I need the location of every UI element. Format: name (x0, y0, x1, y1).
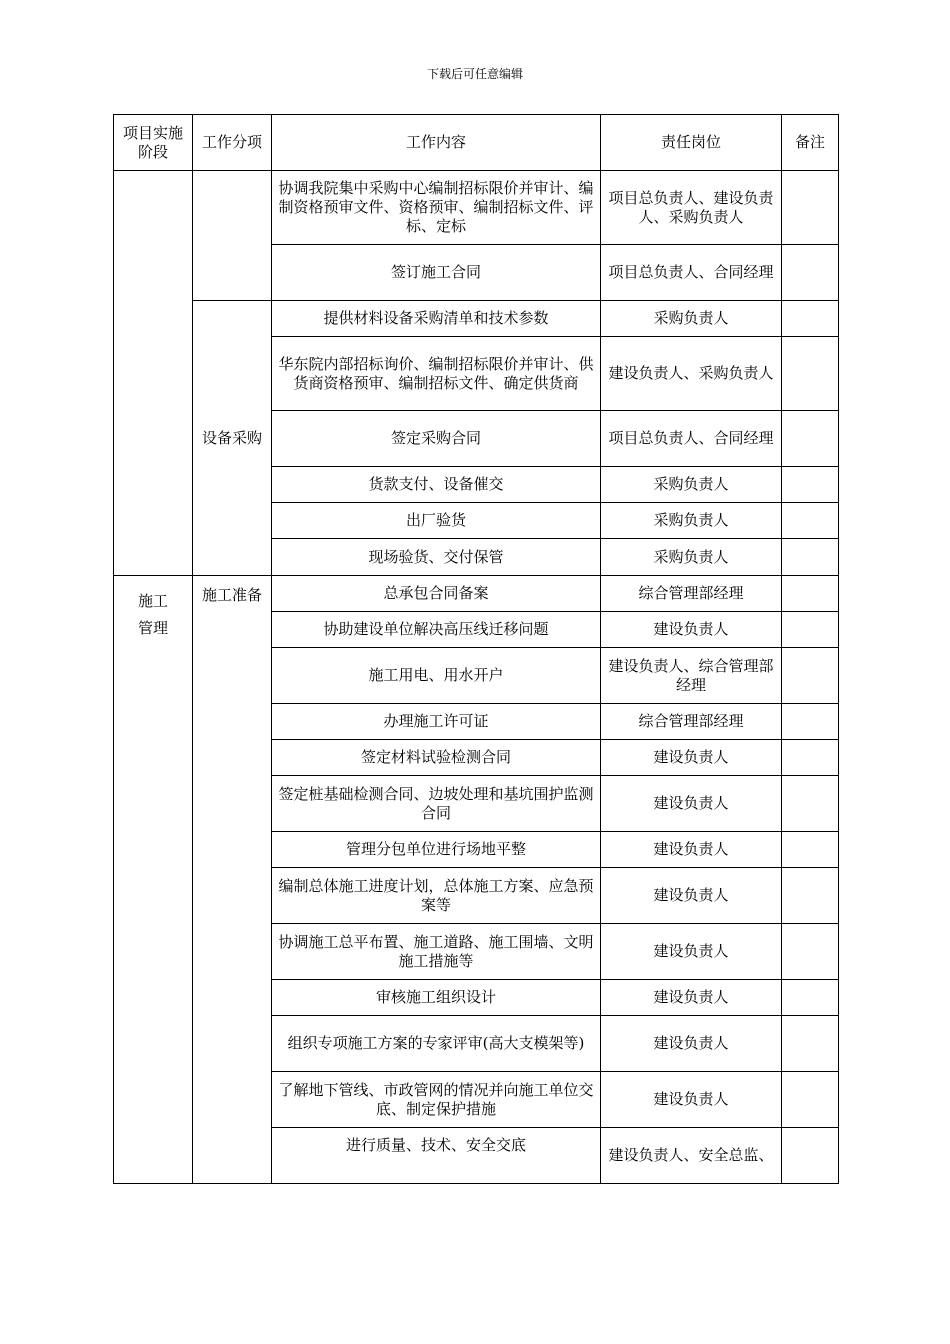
note-cell (782, 576, 839, 612)
content-cell: 了解地下管线、市政管网的情况并向施工单位交底、制定保护措施 (272, 1072, 601, 1128)
role-cell: 建设负责人 (601, 924, 782, 980)
role-cell: 建设负责人 (601, 1016, 782, 1072)
content-cell: 现场验货、交付保管 (272, 539, 601, 576)
note-cell (782, 1128, 839, 1184)
content-cell: 签订施工合同 (272, 245, 601, 301)
table-row (114, 171, 839, 245)
content-cell: 总承包合同备案 (272, 576, 601, 612)
column-header-role: 责任岗位 (601, 115, 782, 171)
note-cell (782, 1072, 839, 1128)
content-cell: 签定采购合同 (272, 411, 601, 467)
column-header-content: 工作内容 (272, 115, 601, 171)
note-cell (782, 503, 839, 539)
note-cell (782, 411, 839, 467)
content-cell: 编制总体施工进度计划，总体施工方案、应急预案等 (272, 868, 601, 924)
note-cell (782, 704, 839, 740)
content-cell: 管理分包单位进行场地平整 (272, 832, 601, 868)
role-cell: 采购负责人 (601, 301, 782, 337)
table-row (114, 576, 839, 612)
role-cell: 建设负责人 (601, 868, 782, 924)
note-cell (782, 832, 839, 868)
note-cell (782, 337, 839, 411)
role-cell: 建设负责人、综合管理部经理 (601, 648, 782, 704)
role-cell: 建设负责人 (601, 776, 782, 832)
table-row (114, 301, 839, 337)
content-cell: 组织专项施工方案的专家评审(高大支模架等) (272, 1016, 601, 1072)
content-cell: 出厂验货 (272, 503, 601, 539)
role-cell: 综合管理部经理 (601, 704, 782, 740)
note-cell (782, 301, 839, 337)
stage-cell-blank (114, 171, 193, 576)
category-cell-prep: 施工准备 (193, 576, 272, 1184)
note-cell (782, 980, 839, 1016)
column-header-category: 工作分项 (193, 115, 272, 171)
content-cell: 协助建设单位解决高压线迁移问题 (272, 612, 601, 648)
role-cell: 建设负责人 (601, 980, 782, 1016)
note-cell (782, 924, 839, 980)
role-cell: 项目总负责人、合同经理 (601, 411, 782, 467)
role-cell: 建设负责人 (601, 612, 782, 648)
note-cell (782, 648, 839, 704)
content-cell: 进行质量、技术、安全交底 (272, 1128, 601, 1184)
role-cell: 项目总负责人、建设负责人、采购负责人 (601, 171, 782, 245)
content-cell: 华东院内部招标询价、编制招标限价并审计、供货商资格预审、编制招标文件、确定供货商 (272, 337, 601, 411)
role-cell: 采购负责人 (601, 467, 782, 503)
role-cell: 建设负责人 (601, 740, 782, 776)
role-cell: 项目总负责人、合同经理 (601, 245, 782, 301)
page-header: 下载后可任意编辑 (426, 67, 523, 81)
content-cell: 签定材料试验检测合同 (272, 740, 601, 776)
role-cell: 建设负责人 (601, 1072, 782, 1128)
role-cell: 建设负责人、安全总监、 (601, 1128, 782, 1184)
note-cell (782, 612, 839, 648)
note-cell (782, 740, 839, 776)
category-cell-blank (193, 171, 272, 301)
role-cell: 综合管理部经理 (601, 576, 782, 612)
note-cell (782, 776, 839, 832)
note-cell (782, 868, 839, 924)
note-cell (782, 467, 839, 503)
note-cell (782, 245, 839, 301)
stage-cell-construction (114, 576, 193, 1184)
content-cell: 协调施工总平布置、施工道路、施工围墙、文明施工措施等 (272, 924, 601, 980)
role-cell: 采购负责人 (601, 539, 782, 576)
content-cell: 施工用电、用水开户 (272, 648, 601, 704)
category-cell-equipment: 设备采购 (193, 301, 272, 576)
column-header-note: 备注 (782, 115, 839, 171)
content-cell: 提供材料设备采购清单和技术参数 (272, 301, 601, 337)
table-header-row (114, 115, 839, 171)
note-cell (782, 1016, 839, 1072)
stage-label: 施工 管理 (137, 592, 168, 637)
content-cell: 协调我院集中采购中心编制招标限价并审计、编制资格预审文件、资格预审、编制招标文件、评标、定标 (272, 171, 601, 245)
column-header-stage: 项目实施阶段 (114, 115, 193, 171)
role-cell: 建设负责人 (601, 832, 782, 868)
content-cell: 审核施工组织设计 (272, 980, 601, 1016)
content-cell: 签定桩基础检测合同、边坡处理和基坑围护监测合同 (272, 776, 601, 832)
note-cell (782, 171, 839, 245)
content-cell: 办理施工许可证 (272, 704, 601, 740)
note-cell (782, 539, 839, 576)
role-cell: 建设负责人、采购负责人 (601, 337, 782, 411)
work-responsibility-table (113, 114, 839, 1184)
content-cell: 货款支付、设备催交 (272, 467, 601, 503)
role-cell: 采购负责人 (601, 503, 782, 539)
